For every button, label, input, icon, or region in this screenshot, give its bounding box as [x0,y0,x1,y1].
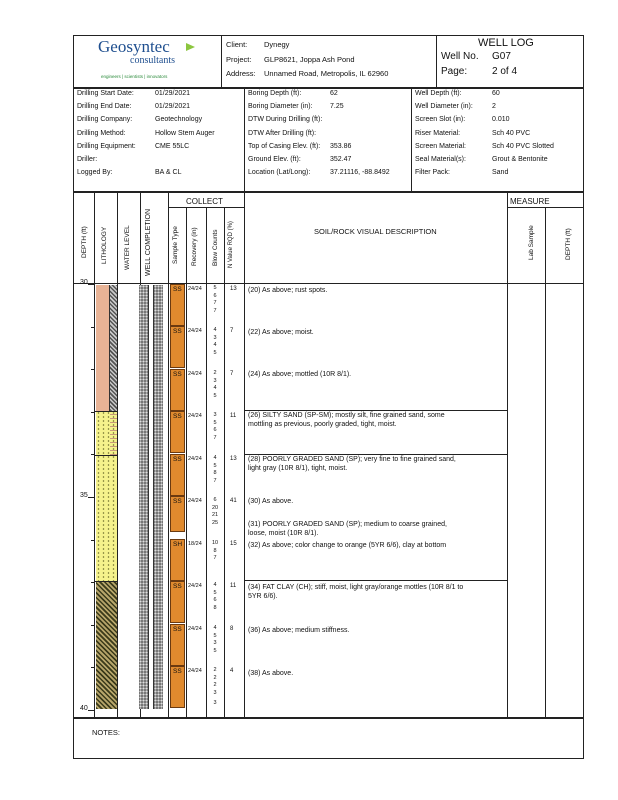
blow-count: 7 [213,477,217,484]
lithology-lean-clay [96,285,110,411]
depth-tick [88,710,94,711]
client-label: Client: [226,40,248,49]
col-depth: DEPTH (ft) [81,226,88,258]
blow-count: 3 [213,412,217,418]
sample-box [170,581,185,623]
blow-count: 8 [213,547,217,554]
blow-count: 4 [213,327,217,333]
blow-count: 8 [213,470,217,476]
info-label: DTW After Drilling (ft): [248,129,317,137]
col-recovery: Recovery (in) [191,227,198,266]
blow-count: 5 [213,349,217,356]
depth-tick [91,625,94,626]
sample-box [170,666,185,708]
sample-type-label: SS [173,456,182,463]
description-line: (32) As above; color change to orange (5YR 6/6), clay at bottom [248,542,447,549]
n-value: 7 [230,371,234,377]
unit-boundary [244,454,507,455]
depth-tick [91,582,94,583]
n-value: 11 [230,583,237,589]
logo-name: Geosyntec [98,37,170,56]
sample-box [170,411,185,453]
info-value: Sch 40 PVC [492,129,531,137]
well-log-title: WELL LOG [478,37,534,49]
description-line: (30) As above. [248,498,294,505]
page-label: Page: [441,66,468,77]
n-value: 41 [230,498,237,504]
blow-count: 7 [213,434,217,441]
blow-count: 4 [213,385,217,391]
unit-boundary [244,410,507,411]
info-label: Filter Pack: [415,169,451,177]
info-label: Screen Material: [415,142,466,150]
col-lithology: LITHOLOGY [101,226,108,264]
recovery-value: 24/24 [188,286,202,292]
sample-box [170,624,185,666]
description-line: (38) As above. [248,670,294,677]
sample-type-label: SH [173,541,183,548]
description-line: mottling as previous, poorly graded, tight, moist. [248,420,397,428]
depth-tick [91,540,94,541]
blow-count: 5 [213,632,217,639]
blow-count: 2 [213,682,217,688]
sample-box [170,369,185,411]
blow-count: 3 [213,640,217,646]
measure-header: MEASURE [510,197,550,206]
sample-type-label: SS [173,668,182,675]
blow-count: 21 [211,512,219,518]
description-line: 5YR 6/6). [248,592,278,600]
col-n-value: N Value RQD (%) [228,221,234,268]
notes-label: NOTES: [92,728,120,737]
sample-type-label: SS [173,328,182,335]
description-line: (36) As above; medium stiffness. [248,627,350,634]
sample-type-label: SS [173,371,182,378]
info-value: 0.010 [492,116,510,124]
blow-count: 10 [211,540,219,546]
sample-box [170,496,185,532]
recovery-value: 24/24 [188,668,202,674]
info-label: Drilling Method: [77,129,126,137]
recovery-value: 24/24 [188,413,202,419]
well-annulus-right [154,285,163,709]
info-value: Sch 40 PVC Slotted [492,142,554,150]
sample-box [170,539,185,581]
n-value: 15 [230,541,237,547]
info-value: CME 55LC [155,142,190,150]
depth-tick [91,327,94,328]
description-line: loose, moist (10R 8/1). [248,529,319,537]
logo-tagline: engineers | scientists | innovators [101,74,168,79]
info-label: Drilling End Date: [77,103,132,111]
blow-count: 3 [213,334,217,341]
blow-count: 3 [213,689,217,696]
address-label: Address: [226,69,256,78]
blow-count: 25 [211,519,219,526]
info-value: 62 [330,90,338,97]
recovery-value: 24/24 [188,626,202,632]
lithology-fat-clay [96,581,117,709]
blow-count: 6 [213,497,217,503]
info-value: BA & CL [155,169,182,177]
info-label: Drilling Start Date: [77,90,134,97]
sample-box [170,326,185,368]
info-label: Top of Casing Elev. (ft): [248,142,321,150]
project-label: Project: [226,55,252,64]
blow-count: 5 [213,419,217,426]
blow-count: 5 [213,462,217,469]
info-label: Seal Material(s): [415,156,466,163]
n-value: 11 [230,413,237,419]
recovery-value: 24/24 [188,583,202,589]
info-value: 2 [492,103,496,111]
info-value: 7.25 [330,103,344,111]
col-description: SOIL/ROCK VISUAL DESCRIPTION [314,227,437,236]
description-line: light gray (10R 8/1), tight, moist. [248,464,348,472]
info-label: Boring Depth (ft): [248,90,302,97]
blow-count: 5 [213,392,217,399]
recovery-value: 24/24 [188,498,202,504]
collect-header: COLLECT [186,197,223,206]
sample-type-label: SS [173,498,182,505]
col-depth-right: DEPTH (ft) [565,228,572,260]
sample-box [170,284,185,326]
blow-count: 6 [213,597,217,603]
blow-count: 20 [211,504,219,511]
logo-triangle-icon [186,38,195,56]
blow-count: 4 [213,455,217,461]
depth-label: 30 [80,279,88,286]
depth-tick [88,497,94,498]
blow-count: 5 [213,589,217,596]
project-value: GLP8621, Joppa Ash Pond [264,55,355,64]
blow-count: 2 [213,667,217,673]
unit-boundary [244,580,507,581]
description-line: (20) As above; rust spots. [248,287,328,294]
sample-type-label: SS [173,583,182,590]
info-label: Screen Slot (in): [415,116,466,124]
info-value: 01/29/2021 [155,90,191,97]
description-line: (34) FAT CLAY (CH); stiff, moist, light gray/orange mottles (10R 8/1 to [248,584,464,591]
col-blow-counts: Blow Counts [212,229,219,266]
n-value: 13 [230,286,237,292]
page-value: 2 of 4 [492,66,518,77]
description-line: (22) As above; moist. [248,329,314,336]
blow-count: 6 [213,427,217,433]
recovery-value: 24/24 [188,371,202,377]
info-value: 353.86 [330,142,352,150]
col-well-completion: WELL COMPLETION [145,208,152,276]
depth-tick [91,667,94,668]
logo-sub: consultants [130,55,175,66]
blow-count: 2 [213,674,217,681]
notes-box [73,718,584,759]
info-value: Sand [492,169,509,177]
col-water-level: WATER LEVEL [124,225,131,270]
info-label: Driller: [77,156,98,163]
depth-label: 35 [80,492,88,499]
info-value: 37.21116, -88.8492 [330,169,390,177]
blow-count: 3 [213,377,217,384]
n-value: 4 [230,668,234,674]
recovery-value: 18/24 [188,541,202,547]
well-annulus-left [139,285,148,709]
blow-count: 8 [213,604,217,611]
info-value: Grout & Bentonite [492,156,548,163]
sample-type-label: SS [173,286,182,293]
n-value: 8 [230,626,234,632]
info-value: 60 [492,90,500,97]
info-label: Drilling Company: [77,116,133,124]
info-value: Hollow Stem Auger [155,129,215,137]
info-value: Geotechnology [155,116,203,124]
sample-type-label: SS [173,413,182,420]
blow-count: 4 [213,625,217,631]
info-value: 352.47 [330,156,352,163]
depth-tick [91,369,94,370]
recovery-value: 24/24 [188,328,202,334]
info-label: Drilling Equipment: [77,142,136,150]
blow-count: 2 [213,370,217,376]
description-line: (24) As above; mottled (10R 8/1). [248,371,352,378]
info-label: Location (Lat/Long): [248,169,311,177]
sample-type-label: SS [173,626,182,633]
info-value: 01/29/2021 [155,103,191,111]
depth-tick [88,284,94,285]
depth-label: 40 [80,705,88,712]
blow-count: 3 [213,700,217,706]
well-no-label: Well No. [441,51,479,62]
lithology-clay-hatch [110,285,117,411]
blow-count: 4 [213,342,217,348]
blow-count: 7 [213,555,217,561]
info-label: Well Diameter (in): [415,103,473,111]
blow-count: 5 [213,285,217,291]
blow-count: 7 [213,300,217,306]
info-label: Boring Diameter (in): [248,103,313,111]
col-lab-sample: Lab Sample [528,225,535,260]
col-sample-type: Sample Type [172,226,179,264]
sample-box [170,454,185,496]
recovery-value: 24/24 [188,456,202,462]
info-label: DTW During Drilling (ft): [248,116,323,124]
info-label: Well Depth (ft): [415,90,462,97]
info-label: Riser Material: [415,129,461,137]
client-value: Dynegy [264,40,290,49]
info-label: Ground Elev. (ft): [248,156,301,163]
address-value: Unnamed Road, Metropolis, IL 62960 [264,69,389,78]
description-line: (28) POORLY GRADED SAND (SP); very fine to fine grained sand, [248,456,456,463]
lithology-poorly-graded-sand [96,455,117,581]
blow-count: 4 [213,582,217,588]
blow-count: 6 [213,292,217,299]
info-label: Logged By: [77,169,113,177]
description-line: (26) SILTY SAND (SP-SM); mostly silt, fine grained sand, some [248,412,445,419]
n-value: 13 [230,456,237,462]
well-no-value: G07 [492,51,511,62]
blow-count: 5 [213,647,217,654]
blow-count: 7 [213,307,217,314]
description-line: (31) POORLY GRADED SAND (SP); medium to coarse grained, [248,521,447,528]
n-value: 7 [230,328,234,334]
